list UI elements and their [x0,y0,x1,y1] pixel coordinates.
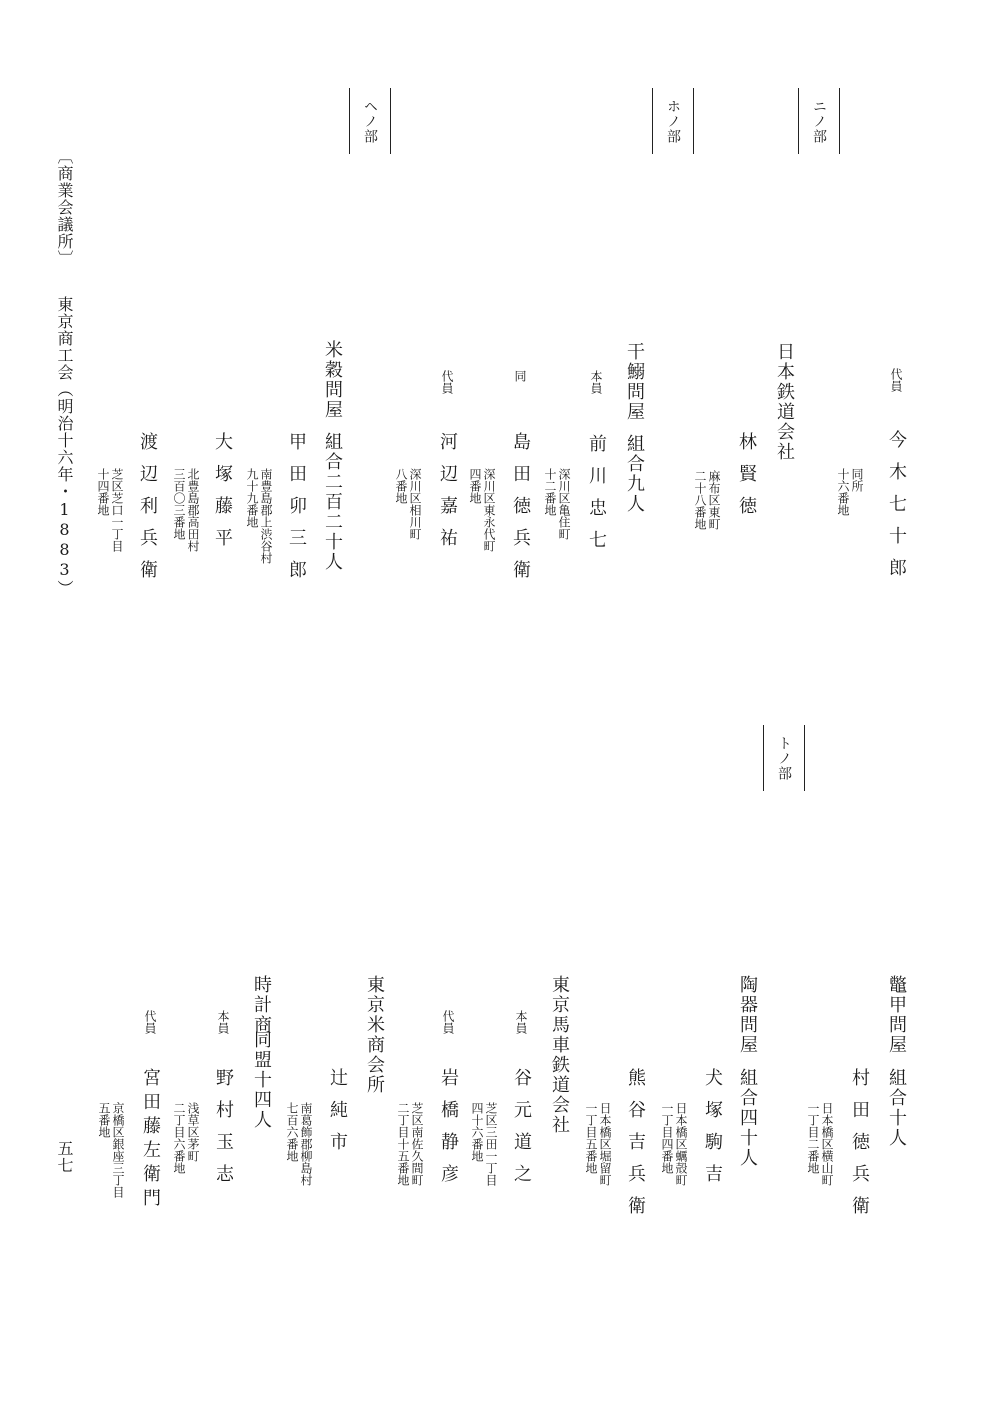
organization-name: 米穀問屋 [322,340,343,420]
organization-name: 鼈甲問屋 [886,975,907,1055]
section-box-ni [798,88,840,154]
entry-address: 浅草区茅町 二丁目六番地 [172,1102,200,1174]
section-box-ho [652,88,694,154]
organization-name: 陶器問屋 [737,975,758,1055]
organization-name: 時計商 [251,975,272,1035]
page-number: 五七 [55,1140,74,1174]
entry-address: 北豊島郡高田村 三百〇三番地 [172,468,200,552]
member-count: 組合九人 [624,434,645,514]
member-count: 組合十人 [886,1068,907,1148]
entry-address: 麻布区東町 二十八番地 [693,470,721,530]
entry-address: 日本橋区横山町 一丁目二番地 [806,1102,834,1186]
header-tag: 〔商業会議所〕 [55,148,74,267]
entry-role: 本員 [514,1010,528,1034]
entry-address: 芝区南佐久間町 二丁目十五番地 [396,1102,424,1186]
entry-name: 村田徳兵衛 [849,1068,870,1228]
entry-address: 芝区芝口一丁目 十四番地 [96,468,124,552]
section-label: トノ部 [776,735,792,781]
entry-address: 同所 十六番地 [836,468,864,516]
entry-name: 甲田卯三郎 [286,432,307,592]
entry-name: 谷元道之 [511,1068,532,1196]
section-box-he [349,88,391,154]
entry-name: 辻純市 [327,1068,348,1164]
entry-address: 南葛飾郡柳島村 七百六番地 [285,1102,313,1186]
section-label: ホノ部 [665,98,681,144]
entry-address: 京橋区銀座三丁目 五番地 [97,1102,125,1198]
organization-name: 干鰯問屋 [624,342,645,422]
entry-name: 渡辺利兵衛 [137,432,158,592]
entry-address: 深川区相川町 八番地 [394,468,422,540]
entry-name: 島田徳兵衛 [510,432,531,592]
entry-role: 本員 [216,1010,230,1034]
entry-address: 日本橋区蠣殻町 一丁目四番地 [660,1102,688,1186]
entry-name: 宮田藤左衛門 [140,1068,161,1212]
entry-role: 代員 [143,1010,157,1034]
entry-name: 熊谷吉兵衛 [625,1068,646,1228]
entry-role: 代員 [441,1010,455,1034]
entry-name: 野村玉志 [213,1068,234,1196]
organization-name: 東京馬車鉄道会社 [549,975,570,1135]
entry-name: 前川忠七 [586,434,607,562]
header-title: 東京商工会（明治十六年・1883） [55,296,74,597]
entry-role: 本員 [589,370,603,394]
entry-name: 大塚藤平 [212,432,233,560]
section-label: ヘノ部 [362,98,378,144]
entry-address: 深川区亀住町 十二番地 [543,468,571,540]
entry-name: 犬塚駒吉 [702,1068,723,1196]
section-label: ニノ部 [811,98,827,144]
organization-name: 日本鉄道会社 [774,342,795,462]
entry-address: 芝区三田一丁目 四十六番地 [470,1102,498,1186]
entry-role: 代員 [889,368,903,392]
entry-address: 日本橋区堀留町 一丁目五番地 [584,1102,612,1186]
entry-role: 代員 [440,370,454,394]
entry-address: 南豊島郡上渋谷村 九十九番地 [245,468,273,564]
entry-name: 岩橋静彦 [438,1068,459,1196]
entry-name: 林賢徳 [736,432,757,528]
member-count: 組合二百二十人 [322,432,343,572]
member-count: 同盟十四人 [251,1030,272,1130]
entry-name: 今木七十郎 [886,430,907,590]
entry-name: 河辺嘉祐 [437,432,458,560]
entry-address: 深川区東永代町 四番地 [468,468,496,552]
organization-name: 東京米商会所 [364,975,385,1095]
entry-role: 同 [513,370,527,382]
member-count: 組合四十人 [737,1068,758,1168]
section-box-to [763,725,805,791]
